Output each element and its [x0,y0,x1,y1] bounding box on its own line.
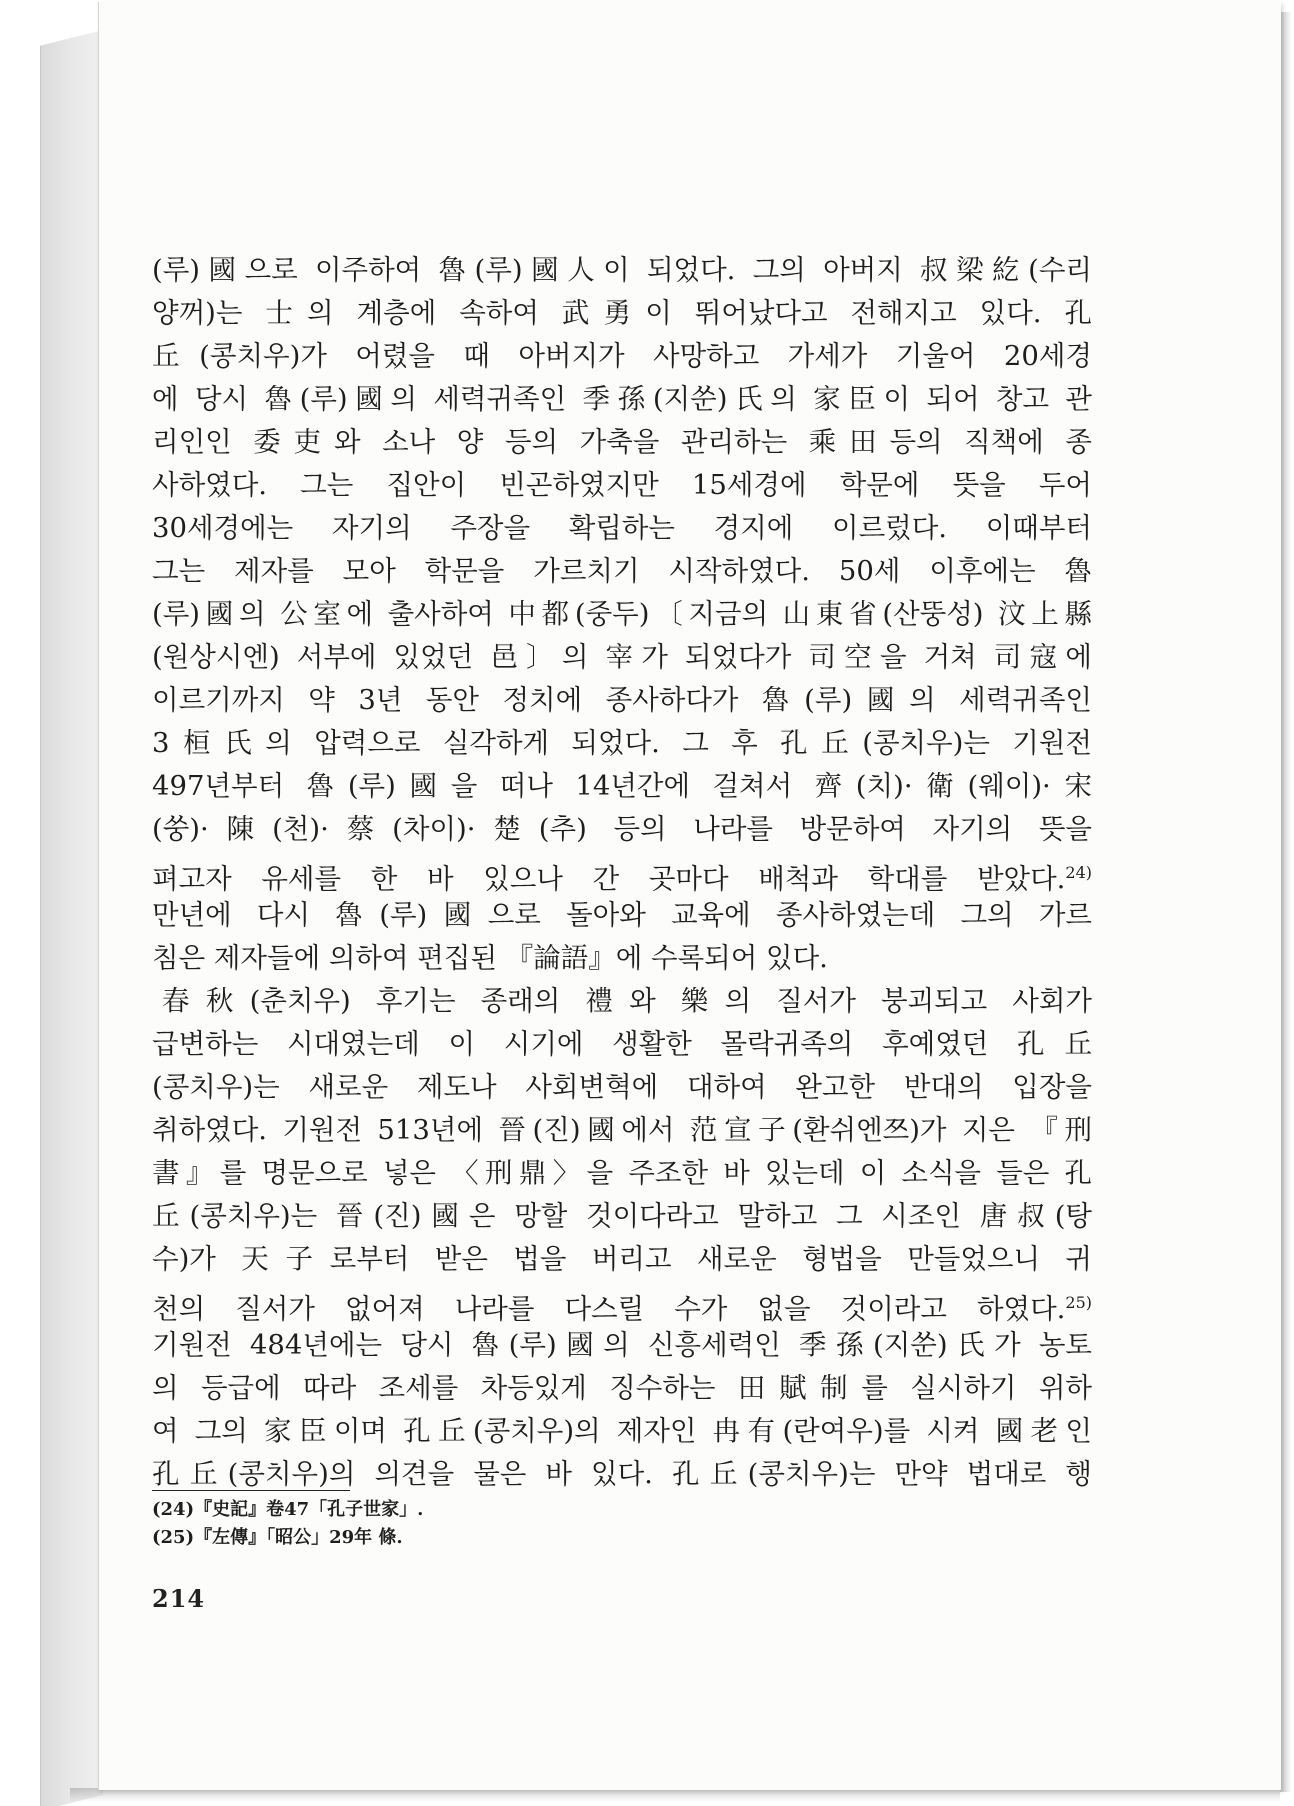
text-segment: 펴고자 유세를 한 바 있으나 간 곳마다 배척과 학대를 받았다. [152,863,1066,894]
text-segment: 천의 질서가 없어져 나라를 다스릴 수가 없을 것이라고 하였다. [152,1293,1066,1324]
text-line: 여 그의 家臣이며 孔丘(콩치우)의 제자인 冉有(란여우)를 시켜 國老인 [152,1415,1092,1447]
text-line: 이르기까지 약 3년 동안 정치에 종사하다가 魯(루)國의 세력귀족인 [152,684,1092,716]
text-line-with-footnote [152,851,1092,894]
footnotes [152,1496,423,1552]
page-number: 214 [152,1584,206,1613]
footnote-24: (24)『史記』卷47「孔子世家」. [152,1499,424,1520]
body-text [152,249,1092,1496]
page-shadow-right [1280,12,1292,1792]
text-line: 취하였다. 기원전 513년에 晉(진)國에서 范宣子(환쉬엔쯔)가 지은 『刑 [152,1114,1092,1146]
text-line: 30세경에는 자기의 주장을 확립하는 경지에 이르렀다. 이때부터 [152,512,1092,544]
page-shadow-bottom [70,1788,1280,1802]
text-line: 孔丘(콩치우)의 의견을 물은 바 있다. 孔丘(콩치우)는 만약 법대로 행 [152,1458,1092,1490]
text-line: 리인인 委吏와 소나 양 등의 가축을 관리하는 乘田등의 직책에 종 [152,426,1092,458]
text-line: 침은 제자들에 의하여 편집된 『論語』에 수록되어 있다. [152,942,828,974]
text-line: 기원전 484년에는 당시 魯(루)國의 신흥세력인 季孫(지쑨)氏가 농토 [152,1329,1092,1361]
text-line: 만년에 다시 魯(루)國으로 돌아와 교육에 종사하였는데 그의 가르 [152,899,1092,931]
footnote-ref-24: 24) [1065,863,1092,882]
text-line: (루)國의 公室에 출사하여 中都(중두)〔지금의 山東省(산뚱성) 汶上縣 [152,598,1092,630]
text-line: 양꺼)는 士의 계층에 속하여 武勇이 뛰어났다고 전해지고 있다. 孔 [152,297,1092,329]
footnote-25: (25)『左傳』「昭公」29年 條. [152,1527,403,1548]
text-line: 급변하는 시대였는데 이 시기에 생활한 몰락귀족의 후예였던 孔丘 [152,1028,1092,1060]
text-line: 丘(콩치우)가 어렸을 때 아버지가 사망하고 가세가 기울어 20세경 [152,340,1092,372]
text-line: (쑹)·陳(천)·蔡(차이)·楚(추) 등의 나라를 방문하여 자기의 뜻을 [152,813,1092,845]
text-line: 에 당시 魯(루)國의 세력귀족인 季孫(지쑨)氏의 家臣이 되어 창고 관 [152,383,1092,415]
text-line: (원상시엔) 서부에 있었던 邑〕의 宰가 되었다가 司空을 거쳐 司寇에 [152,641,1092,673]
text-line: 사하였다. 그는 집안이 빈곤하였지만 15세경에 학문에 뜻을 두어 [152,469,1092,501]
footnote-divider [152,1490,350,1491]
book-page-edge [40,30,103,1806]
text-line: 의 등급에 따라 조세를 차등있게 징수하는 田賦制를 실시하기 위하 [152,1372,1092,1404]
text-line: 그는 제자를 모아 학문을 가르치기 시작하였다. 50세 이후에는 魯 [152,555,1092,587]
text-line: (콩치우)는 새로운 제도나 사회변혁에 대하여 완고한 반대의 입장을 [152,1071,1092,1103]
text-line: 書』를 명문으로 넣은 〈刑鼎〉을 주조한 바 있는데 이 소식을 들은 孔 [152,1157,1092,1189]
footnote-ref-25: 25) [1065,1293,1092,1312]
text-line: 497년부터 魯(루)國을 떠나 14년간에 걸쳐서 齊(치)·衛(웨이)·宋 [152,770,1092,802]
text-line-paragraph-start: 春秋(춘치우) 후기는 종래의 禮와 樂의 질서가 붕괴되고 사회가 [162,985,1092,1017]
text-line-with-footnote [152,1281,1092,1324]
text-line: 丘(콩치우)는 晉(진)國은 망할 것이다라고 말하고 그 시조인 唐叔(탕 [152,1200,1092,1232]
text-line: 3桓氏의 압력으로 실각하게 되었다. 그 후 孔丘(콩치우)는 기원전 [152,727,1092,759]
text-line: (루)國으로 이주하여 魯(루)國人이 되었다. 그의 아버지 叔梁紇(수리 [152,254,1092,286]
text-line: 수)가 天子로부터 받은 법을 버리고 새로운 형법을 만들었으니 귀 [152,1243,1092,1275]
